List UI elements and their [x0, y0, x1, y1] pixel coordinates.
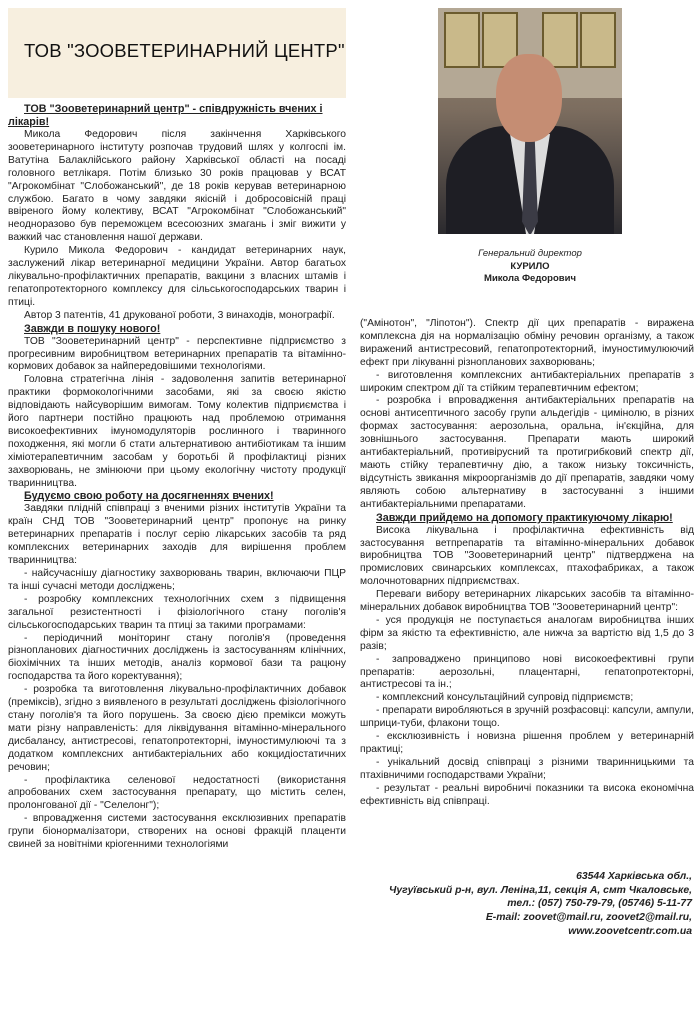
list-item: - найсучаснішу діагностику захворювань тварин, включаючи ПЦР та інші сучасні методи досліджень; — [8, 568, 346, 592]
paragraph: Висока лікувальна і профілактична ефективність від застосування ветпрепаратів та вітамінно-мінеральних добавок виробництва ТОВ "Зооветеринарний центр" підтверджена на промислових свинарських комплексах, птахофабриках, а також молочнотоварних підприємствах. — [360, 524, 694, 588]
paragraph: Головна стратегічна лінія - задоволення запитів ветеринарної практики формокологічними засобами, які за своєю якістю відповідають найсуворішим вимогам. Тому колектив підприємства і його партнери постійно працюють над проблемою отримання високоефективних імуномодуляторів рослинного і тваринного походження, які могли б стати альтернативою антибіотикам та іншим хіміотерапевтичним засобам у боротьбі й профілактиці різних захворювань, не змінюючи при цьому екологічну чистоту продукції тваринництва. — [8, 374, 346, 489]
list-item: - запроваджено принципово нові високоефективні групи препаратів: аерозольні, плацентарні, гепатопротекторні, антистресові та ін.; — [360, 653, 694, 691]
website-link[interactable]: www.zoovetcentr.com.ua — [568, 925, 692, 937]
caption-surname: КУРИЛО — [510, 260, 550, 272]
director-photo — [438, 8, 622, 234]
right-column — [360, 318, 694, 809]
address-line: Чугуївський р-н, вул. Леніна,11, секція А, смт Чкаловське, — [388, 884, 692, 896]
paragraph: Курило Микола Федорович - кандидат ветеринарних наук, заслужений лікар ветеринарної медицини України. Автор багатьох лікувально-профілактичних препаратів, вакцини з власних штамів і гепатопротекторного комплексу для сільськогосподарських тварин і птиці. — [8, 245, 346, 308]
phone-line: тел.: (057) 750-79-79, (05746) 5-11-77 — [507, 898, 692, 910]
caption-role: Генеральний директор — [478, 248, 582, 259]
photo-face — [496, 54, 562, 142]
photo-caption — [438, 248, 622, 286]
paragraph: Микола Федорович після закінчення Харківського зооветеринарного інституту розпочав трудовий шлях у колгоспі ім. Ватутіна Балаклійського району Харківської області на посаді головного ветлікаря. Потім близько 30 років працював у ВСАТ "Агрокомбінат "Слобожанський", де 18 років керував ветеринарною службою. Багато в чому завдяки якісній і добросовісній праці ввіреного йому колективу, ВСАТ "Агрокомбінат "Слобожанський" неодноразово був переможцем всесоюзних змагань і зміг вижити у важкий час становлення нашої держави. — [8, 129, 346, 244]
list-item: - унікальний досвід співпраці з різними тваринницькими та птахівничими господарствами України; — [360, 756, 694, 781]
paragraph: Завдяки плідній співпраці з вченими різних інститутів України та країн СНД ТОВ "Зооветеринарний центр" пропонує на ринку ветеринарних препаратів і послуг серію лікарських засобів та ряд комплексних ветеринарних заходів для вирішення проблем тваринництва: — [8, 503, 346, 567]
section-heading: Будуємо свою роботу на досягненнях вчених! — [24, 490, 274, 503]
list-item: - періодичний моніторинг стану поголів'я (проведення різнопланових діагностичних досліджень із застосуванням клінічних, біохімічних та інших методів, аналіз кормової бази та рацюну господарства та його коректування); — [8, 632, 346, 683]
list-item: - комплексний консультаційний супровід підприємств; — [376, 692, 634, 704]
section-heading: ТОВ "Зооветеринарний центр" - співдружність вчених і лікарів! — [8, 103, 323, 128]
caption-name: Микола Федорович — [484, 273, 576, 284]
list-item: - профілактика селенової недостатності (використання апробованих схем застосування препарату, що містить селен, пролонгованої дії - "Селелонг"); — [8, 774, 346, 812]
contacts-block — [362, 870, 692, 939]
paragraph: ТОВ "Зооветеринарний центр" - перспективне підприємство з прогресивним виробництвом ветеринарних препаратів та вітамінно-кормових добавок за найпередовішими технологіями. — [8, 335, 346, 373]
list-item: - уся продукція не поступається аналогам виробництва інших фірм за якістю та ефективністю, але нижча за вартістю від 1,5 до 3 разів; — [360, 614, 694, 652]
section-heading: Завжди прийдемо на допомогу практикуючому лікарю! — [376, 511, 673, 524]
paragraph: Автор 3 патентів, 41 друкованої роботи, 3 винаходів, монографії. — [24, 309, 335, 321]
list-item: - результат - реальні виробничі показники та висока економічна ефективність від співпраці. — [360, 782, 694, 807]
list-item: - розробку комплексних технологічних схем з підвищення загальної резистентності і фізіологічного стану поголів'я сільськогосподарських тварин та птиці за такими програмами: — [8, 593, 346, 631]
list-item: - розробка і впровадження антибактеріальних препаратів на основі антисептичного засобу групи альдегідів - цимінолю, в різних формах застосування: аерозольна, оральна, ін'єкційна, для зовнішнього застосування. Препарати мають широкий антибактеріальний, противірусний та протигрибковий спектр дії, мають стійку терапевтичну дію, а також низьку токсичність, відсутність звикання мікроорганізмів до дії препаратів, завдяки чому являють собою альтернативу в застосуванні з іншими антибактеріальними препаратами. — [360, 395, 694, 510]
list-item: - препарати виробляються в зручній розфасовці: капсули, ампули, шприци-туби, флакони тощо. — [360, 705, 694, 730]
left-column — [8, 103, 346, 852]
paragraph: ("Амінотон", "Ліпотон"). Спектр дії цих препаратів - виражена комплексна дія на нормалізацію обміну речовин організму, а також виражений антистресовий, гепатопротекторний, імуностимулюючий ефект при лікуванні різнопланових захворювань; — [360, 318, 694, 368]
paragraph: Переваги вибору ветеринарних лікарських засобів та вітамінно-мінеральних добавок виробництва ТОВ "Зооветеринарний центр": — [360, 589, 694, 614]
page-title: ТОВ "ЗООВЕТЕРИНАРНИЙ ЦЕНТР" — [24, 40, 345, 61]
section-heading: Завжди в пошуку нового! — [24, 322, 161, 335]
email-line: E-mail: zoovet@mail.ru, zoovet2@mail.ru, — [485, 912, 692, 924]
list-item: - впровадження системи застосування ексклюзивних препаратів групи біонормалізатори, створених на основі фракцій плаценти свиней за новітніми кріогенними технологіями — [8, 813, 346, 851]
list-item: - розробка та виготовлення лікувально-профілактичних добавок (премікcів), згідно з виявленого в результаті досліджень фізіологічного стану поголів'я та його порушень. За своєю дією премікси можуть мати різну направленість: для ліквідування вітамінно-мінерального дисбалансу, антистресові, гепатопротекторні, імуностимулюючі та з додатком комплексних антибактеріальних або кокцидіостатичних речовин; — [8, 684, 346, 773]
photo-diploma-frame — [580, 12, 616, 68]
photo-diploma-frame — [444, 12, 480, 68]
list-item: - ексклюзивність і новизна рішення проблем у ветеринарній практиці; — [360, 731, 694, 755]
list-item: - виготовлення комплексних антибактеріальних препаратів з широким спектром дії та стійким терапевтичним ефектом; — [360, 369, 694, 394]
address-line: 63544 Харківська обл., — [576, 871, 692, 882]
